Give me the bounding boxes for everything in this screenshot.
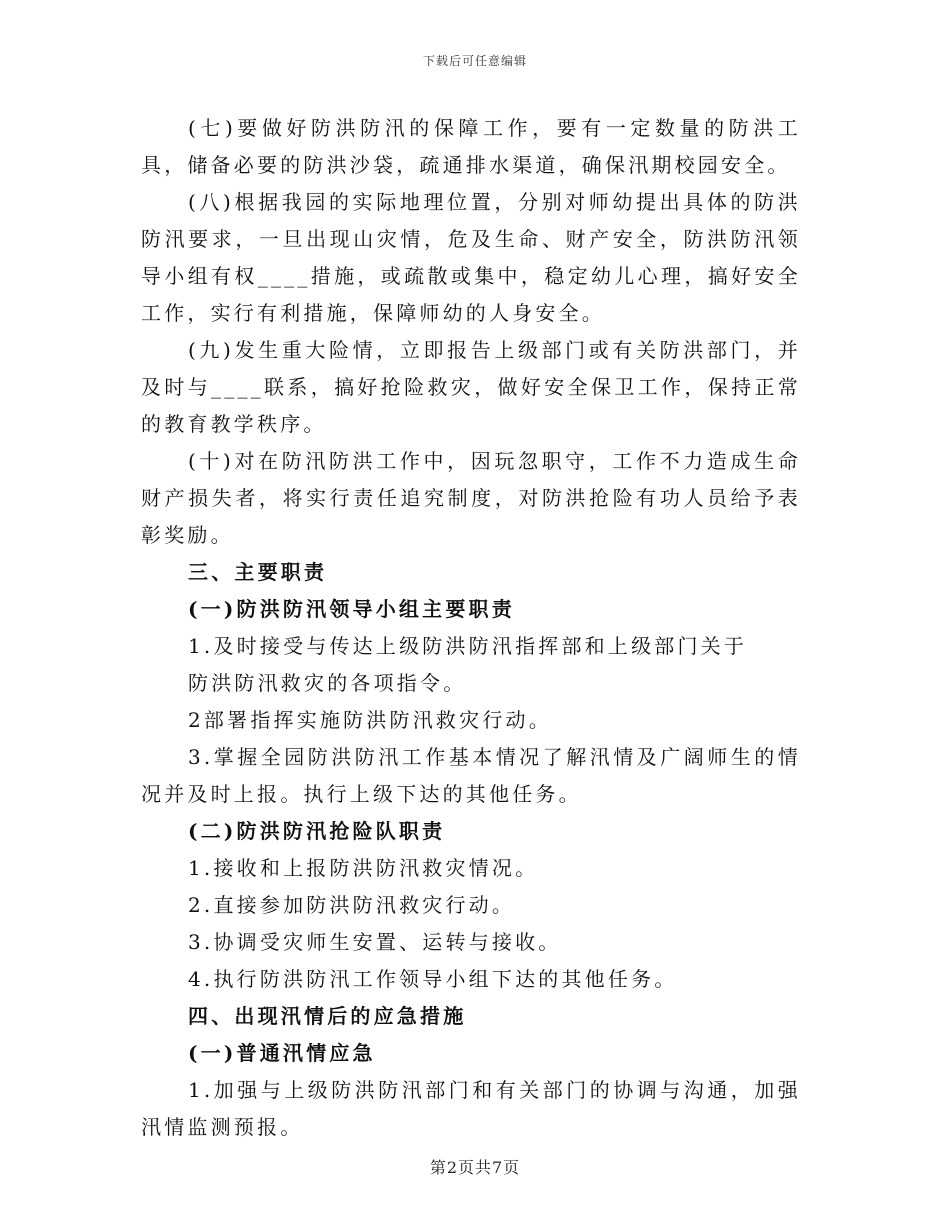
section-heading-3: 三、主要职责 bbox=[188, 560, 328, 584]
duty-item-3: 3.掌握全园防洪防汛工作基本情况了解汛情及广阔师生的情况并及时上报。执行上级下达的其他任务。 bbox=[141, 745, 801, 806]
paragraph-item-9: (九)发生重大险情，立即报告上级部门或有关防洪部门，并及时与____联系，搞好抢险救灾，做好安全保卫工作，保持正常的教育教学秩序。 bbox=[141, 338, 801, 436]
duty-item-1-line2: 防洪防汛救灾的各项指令。 bbox=[188, 671, 467, 695]
paragraph-item-7: (七)要做好防洪防汛的保障工作，要有一定数量的防洪工具，储备必要的防洪沙袋，疏通排水渠道，确保汛期校园安全。 bbox=[141, 116, 801, 177]
subsection-heading-leadership: (一)防洪防汛领导小组主要职责 bbox=[188, 597, 515, 621]
header-note: 下载后可任意编辑 bbox=[422, 54, 527, 68]
paragraph-item-8: (八)根据我园的实际地理位置，分别对师幼提出具体的防洪防汛要求，一旦出现山灾情，危及生命、财产安全，防洪防汛领导小组有权____措施，或疏散或集中，稳定幼儿心理，搞好安全工作，实行有利措施，保障师幼的人身安全。 bbox=[141, 190, 801, 325]
duty-item-2: 2部署指挥实施防洪防汛救灾行动。 bbox=[188, 708, 552, 732]
subsection-heading-normal-flood: (一)普通汛情应急 bbox=[188, 1041, 376, 1065]
rescue-duty-4: 4.执行防洪防汛工作领导小组下达的其他任务。 bbox=[188, 967, 678, 991]
page-number: 第2页共7页 bbox=[429, 1158, 521, 1177]
emergency-item-1: 1.加强与上级防洪防汛部门和有关部门的协调与沟通，加强汛情监测预报。 bbox=[141, 1078, 801, 1139]
paragraph-item-10: (十)对在防汛防洪工作中，因玩忽职守，工作不力造成生命财产损失者，将实行责任追究制度，对防洪抢险有功人员给予表彰奖励。 bbox=[141, 449, 801, 547]
section-heading-4: 四、出现汛情后的应急措施 bbox=[188, 1004, 467, 1028]
duty-item-1-line1: 1.及时接受与传达上级防洪防汛指挥部和上级部门关于 bbox=[188, 634, 748, 658]
rescue-duty-2: 2.直接参加防洪防汛救灾行动。 bbox=[188, 893, 516, 917]
document-body bbox=[141, 110, 801, 1146]
rescue-duty-3: 3.协调受灾师生安置、运转与接收。 bbox=[188, 930, 562, 954]
rescue-duty-1: 1.接收和上报防洪防汛救灾情况。 bbox=[188, 856, 539, 880]
subsection-heading-rescue-team: (二)防洪防汛抢险队职责 bbox=[188, 819, 446, 843]
